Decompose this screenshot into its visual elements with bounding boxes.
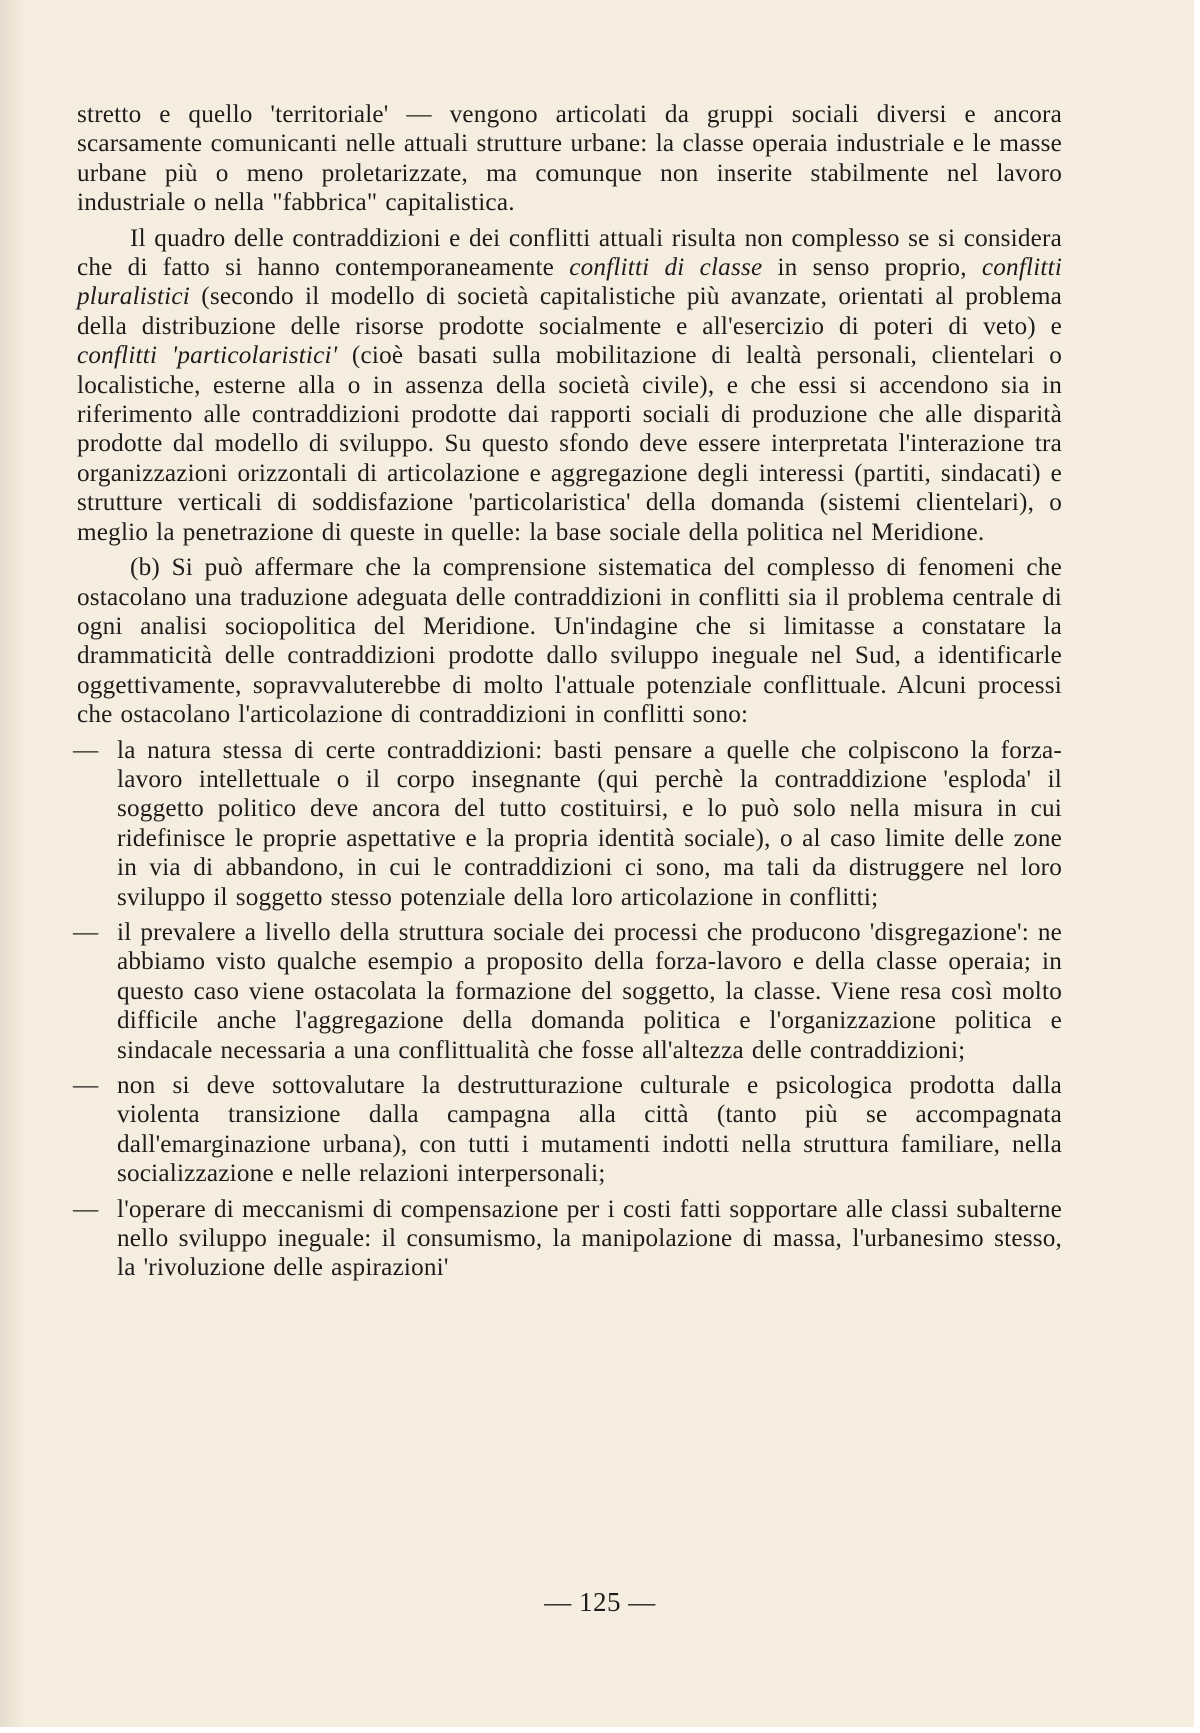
scan-border-right xyxy=(1194,0,1200,1733)
dash-bullet: — xyxy=(73,1195,99,1223)
emphasis-conflitti-particolaristici: conflitti 'particolaristici' xyxy=(77,342,338,370)
page-number: — 125 — xyxy=(544,1587,656,1617)
list-item xyxy=(73,1071,1062,1189)
dash-bullet: — xyxy=(73,1072,99,1099)
list-item xyxy=(73,918,1062,1065)
emphasis-conflitti-pluralistici: conflitti pluralistici xyxy=(77,254,1063,311)
text-run: (secondo il modello di società capitalistiche più avanzate, orientati al problema della distribuzione delle risorse prodotte socialmente e all'esercizio di poteri di veto) e xyxy=(77,283,1062,340)
text-run: Il quadro delle contraddizioni e dei conflitti attuali risulta non complesso se si considera che di fatto si hanno contemporaneamente xyxy=(77,224,1062,282)
list-item-text: non si deve sottovalutare la destrutturazione culturale e psicologica prodotta dalla violenta transizione dalla campagna alla città (tanto più se accompagnata dall'emarginazione urbana), con tutti i mutamenti indotti nella struttura familiare, nella socializzazione e nelle relazioni interpersonali; xyxy=(117,1072,1062,1188)
paragraph-b: (b) Si può affermare che la comprensione sistematica del complesso di fenomeni che ostacolano una traduzione adeguata delle contraddizioni in conflitti sia il problema centrale di ogni analisi sociopolitica del Meridione. Un'indagine che si limitasse a constatare la drammaticità delle contraddizioni prodotte dallo sviluppo ineguale nel Sud, a identificarle oggettivamente, sopravvaluterebbe di molto l'attuale potenziale conflittuale. Alcuni processi che ostacolano l'articolazione di contraddizioni in conflitti sono: xyxy=(77,554,1062,729)
emphasis-conflitti-di-classe: conflitti di classe xyxy=(569,254,763,282)
list-item xyxy=(73,1195,1062,1283)
list-item-text: il prevalere a livello della struttura sociale dei processi che producono 'disgregazione': ne abbiamo visto qualche esempio a proposito della forza-lavoro e della classe operaia; in questo caso viene ostacolata la formazione del soggetto, la classe. Viene resa così molto difficile anche l'aggregazione della domanda politica e l'organizzazione politica e sindacale necessaria a una conflittualità che fosse all'altezza delle contraddizioni; xyxy=(117,918,1062,1064)
text-run: in senso proprio, xyxy=(762,254,982,282)
list-item-text: l'operare di meccanismi di compensazione per i costi fatti sopportare alle classi subalterne nello sviluppo ineguale: il consumismo, la manipolazione di massa, l'urbanesimo stesso, la 'rivoluzione delle aspirazioni' xyxy=(117,1195,1062,1282)
paragraph-conflicts xyxy=(77,224,1062,547)
paragraph-intro: stretto e quello 'territoriale' — vengono articolati da gruppi sociali diversi e ancora scarsamente comunicanti nelle attuali strutture urbane: la classe operaia industriale e le masse urbane più o meno proletarizzate, ma comunque non inserite stabilmente nel lavoro industriale o nella "fabbrica" capitalistica. xyxy=(77,101,1062,217)
list-item-text: la natura stessa di certe contraddizioni: basti pensare a quelle che colpiscono la forza-lavoro intellettuale o il corpo insegnante (qui perchè la contraddizione 'esploda' il soggetto politico deve ancora del tutto costituirsi, e lo può solo nella misura in cui ridefinisce le proprie aspettative e la propria identità sociale), o al caso limite delle zone in via di abbandono, in cui le contraddizioni ci sono, ma tali da distruggere nel loro sviluppo il soggetto stesso potenziale della loro articolazione in conflitti; xyxy=(117,736,1062,911)
page-body xyxy=(73,100,1063,1289)
dash-bullet: — xyxy=(73,736,99,764)
list-item xyxy=(73,736,1062,912)
scan-shadow-left xyxy=(0,0,26,1733)
text-run: (cioè basati sulla mobilitazione di lealtà personali, clientelari o localistiche, esterne alla o in assenza della società civile), e che essi si accendono sia in riferimento alle contraddizioni prodotte dai rapporti sociali di produzione che alle disparità prodotte dal modello di sviluppo. Su questo sfondo deve essere interpretata l'interazione tra organizzazioni orizzontali di articolazione e aggregazione degli interessi (partiti, sindacati) e strutture verticali di soddisfazione 'particolaristica' della domanda (sistemi clientelari), o meglio la penetrazione di queste in quelle: la base sociale della politica nel Meridione. xyxy=(77,342,1062,546)
scan-border-bottom xyxy=(0,1727,1200,1733)
dash-bullet: — xyxy=(73,918,99,946)
